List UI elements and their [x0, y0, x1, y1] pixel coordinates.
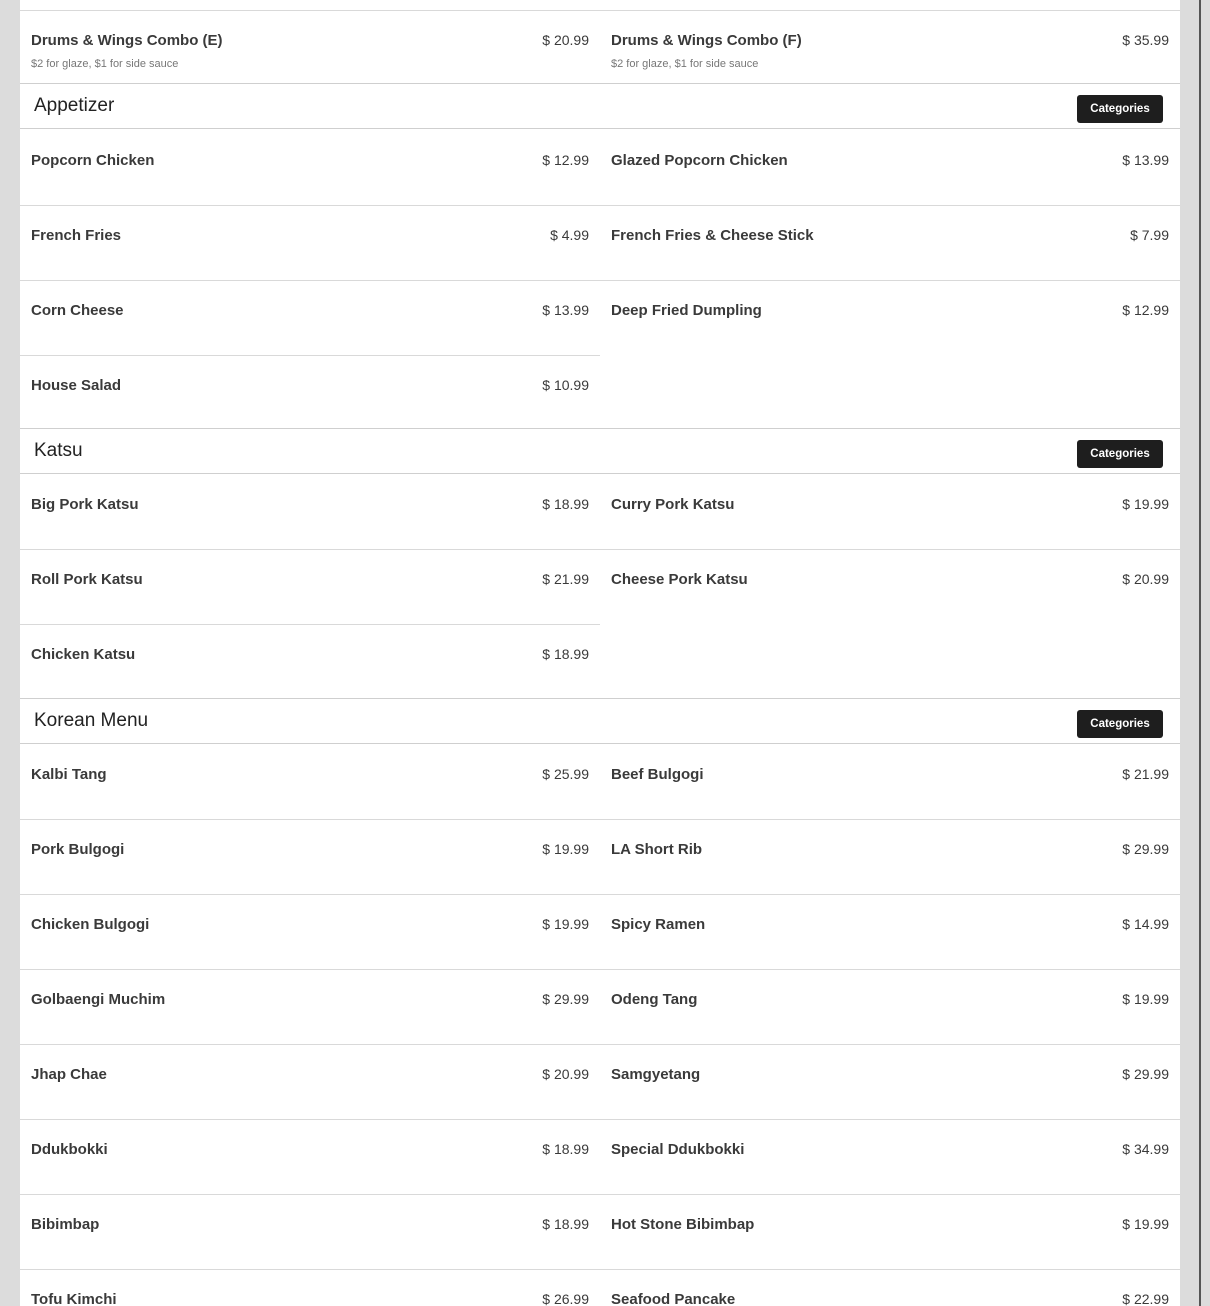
- menu-item-price: $ 21.99: [1122, 766, 1169, 782]
- menu-item-price: $ 13.99: [542, 302, 589, 318]
- menu-item-price: $ 19.99: [1122, 1216, 1169, 1232]
- menu-item[interactable]: [600, 824, 1180, 899]
- menu-item[interactable]: [20, 285, 600, 360]
- categories-button[interactable]: Categories: [1077, 95, 1163, 123]
- row-divider: [20, 205, 1180, 206]
- row-divider: [20, 819, 1180, 820]
- menu-item-name: Roll Pork Katsu: [31, 571, 143, 588]
- menu-item[interactable]: [20, 479, 600, 554]
- menu-item[interactable]: [600, 285, 1180, 360]
- categories-button[interactable]: Categories: [1077, 710, 1163, 738]
- menu-row: [20, 629, 1180, 704]
- menu-row: [20, 1199, 1180, 1274]
- menu-row: [20, 285, 1180, 360]
- menu-item-price: $ 21.99: [542, 571, 589, 587]
- menu-item-price: $ 12.99: [542, 152, 589, 168]
- menu-item-name: Jhap Chae: [31, 1066, 107, 1083]
- menu-item[interactable]: [20, 899, 600, 974]
- menu-page: [20, 0, 1180, 1306]
- row-divider: [20, 10, 1180, 11]
- menu-item[interactable]: [20, 1049, 600, 1124]
- section-title: Korean Menu: [34, 710, 149, 731]
- menu-item-price: $ 29.99: [1122, 841, 1169, 857]
- menu-item-price: $ 18.99: [542, 1216, 589, 1232]
- menu-item-price: $ 20.99: [542, 1066, 589, 1082]
- menu-item[interactable]: [600, 210, 1180, 285]
- menu-row: [20, 974, 1180, 1049]
- menu-item-price: $ 19.99: [1122, 496, 1169, 512]
- row-divider: [20, 1119, 1180, 1120]
- menu-item-name: Curry Pork Katsu: [611, 496, 735, 513]
- menu-item[interactable]: [600, 135, 1180, 210]
- section-header-katsu: [20, 428, 1180, 474]
- menu-row: [20, 479, 1180, 554]
- row-divider: [20, 624, 600, 625]
- section-header-korean-menu: [20, 698, 1180, 744]
- menu-row: [20, 749, 1180, 824]
- section-header-appetizer: [20, 83, 1180, 129]
- menu-item-price: $ 18.99: [542, 1141, 589, 1157]
- menu-item-price: $ 34.99: [1122, 1141, 1169, 1157]
- menu-item-name: LA Short Rib: [611, 841, 703, 858]
- menu-item-name: Spicy Ramen: [611, 916, 706, 933]
- menu-item[interactable]: [20, 1199, 600, 1274]
- menu-row: [20, 554, 1180, 629]
- menu-item-description: $2 for glaze, $1 for side sauce: [31, 58, 179, 70]
- menu-item-description: $2 for glaze, $1 for side sauce: [611, 58, 759, 70]
- menu-item-price: $ 25.99: [542, 766, 589, 782]
- menu-item-name: Big Pork Katsu: [31, 496, 139, 513]
- menu-item[interactable]: [20, 974, 600, 1049]
- menu-item[interactable]: [600, 1274, 1180, 1306]
- menu-item-price: $ 14.99: [1122, 916, 1169, 932]
- row-divider: [20, 355, 600, 356]
- menu-row: [20, 899, 1180, 974]
- menu-item-price: $ 4.99: [550, 227, 589, 243]
- section-title: Appetizer: [34, 95, 115, 116]
- menu-row: [20, 360, 1180, 435]
- menu-item-name: Cheese Pork Katsu: [611, 571, 748, 588]
- menu-item-price: $ 12.99: [1122, 302, 1169, 318]
- menu-item[interactable]: [20, 1274, 600, 1306]
- menu-item[interactable]: [600, 1049, 1180, 1124]
- menu-item-name: Pork Bulgogi: [31, 841, 125, 858]
- menu-item-name: Chicken Bulgogi: [31, 916, 150, 933]
- row-divider: [20, 894, 1180, 895]
- menu-item-price: $ 29.99: [542, 991, 589, 1007]
- menu-item[interactable]: [20, 15, 600, 90]
- menu-item-name: Glazed Popcorn Chicken: [611, 152, 788, 169]
- menu-item-price: $ 10.99: [542, 377, 589, 393]
- row-divider: [20, 1194, 1180, 1195]
- menu-item-name: Golbaengi Muchim: [31, 991, 166, 1008]
- menu-item-price: $ 29.99: [1122, 1066, 1169, 1082]
- menu-item-name: Beef Bulgogi: [611, 766, 704, 783]
- menu-item-name: Chicken Katsu: [31, 646, 136, 663]
- window-edge: [1199, 0, 1201, 1306]
- menu-item-name: Special Ddukbokki: [611, 1141, 745, 1158]
- section-title: Katsu: [34, 440, 83, 461]
- menu-item-name: Ddukbokki: [31, 1141, 108, 1158]
- menu-item-price: $ 13.99: [1122, 152, 1169, 168]
- menu-item-price: $ 20.99: [1122, 571, 1169, 587]
- row-divider: [20, 1269, 1180, 1270]
- menu-item-price: $ 22.99: [1122, 1291, 1169, 1306]
- menu-item-name: French Fries: [31, 227, 122, 244]
- menu-item-name: Deep Fried Dumpling: [611, 302, 762, 319]
- menu-item[interactable]: [600, 899, 1180, 974]
- menu-row: [20, 210, 1180, 285]
- menu-item[interactable]: [600, 554, 1180, 629]
- menu-item[interactable]: [600, 479, 1180, 554]
- menu-item[interactable]: [20, 360, 600, 435]
- menu-item-price: $ 19.99: [542, 916, 589, 932]
- menu-item-name: Corn Cheese: [31, 302, 124, 319]
- row-divider: [20, 1044, 1180, 1045]
- menu-row: [20, 15, 1180, 90]
- row-divider: [20, 969, 1180, 970]
- menu-item-name: Tofu Kimchi: [31, 1291, 117, 1306]
- menu-item-name: Hot Stone Bibimbap: [611, 1216, 755, 1233]
- menu-item-name: Drums & Wings Combo (F): [611, 32, 802, 49]
- menu-item-name: Seafood Pancake: [611, 1291, 736, 1306]
- menu-item-price: $ 19.99: [1122, 991, 1169, 1007]
- menu-item-name: Kalbi Tang: [31, 766, 107, 783]
- menu-item[interactable]: [600, 15, 1180, 90]
- row-divider: [20, 549, 1180, 550]
- menu-item-name: Popcorn Chicken: [31, 152, 155, 169]
- menu-item-price: $ 7.99: [1130, 227, 1169, 243]
- menu-item[interactable]: [20, 554, 600, 629]
- menu-item-name: French Fries & Cheese Stick: [611, 227, 814, 244]
- menu-item-name: Drums & Wings Combo (E): [31, 32, 223, 49]
- menu-item[interactable]: [20, 1124, 600, 1199]
- menu-row: [20, 1049, 1180, 1124]
- menu-item[interactable]: [20, 210, 600, 285]
- menu-item[interactable]: [600, 974, 1180, 1049]
- categories-button[interactable]: Categories: [1077, 440, 1163, 468]
- menu-item-name: Bibimbap: [31, 1216, 100, 1233]
- menu-item-price: $ 19.99: [542, 841, 589, 857]
- menu-row: [20, 1274, 1180, 1306]
- menu-item-name: Samgyetang: [611, 1066, 701, 1083]
- menu-item-name: House Salad: [31, 377, 122, 394]
- menu-item-price: $ 18.99: [542, 646, 589, 662]
- menu-item[interactable]: [20, 135, 600, 210]
- menu-row: [20, 1124, 1180, 1199]
- menu-row: [20, 824, 1180, 899]
- menu-item-price: $ 35.99: [1122, 32, 1169, 48]
- menu-row: [20, 135, 1180, 210]
- menu-item[interactable]: [600, 749, 1180, 824]
- menu-item[interactable]: [600, 1124, 1180, 1199]
- row-divider: [20, 280, 1180, 281]
- menu-item-price: $ 20.99: [542, 32, 589, 48]
- menu-item-price: $ 26.99: [542, 1291, 589, 1306]
- menu-item[interactable]: [20, 824, 600, 899]
- menu-item-price: $ 18.99: [542, 496, 589, 512]
- menu-item[interactable]: [20, 629, 600, 704]
- menu-item-name: Odeng Tang: [611, 991, 698, 1008]
- menu-item[interactable]: [600, 1199, 1180, 1274]
- menu-item[interactable]: [20, 749, 600, 824]
